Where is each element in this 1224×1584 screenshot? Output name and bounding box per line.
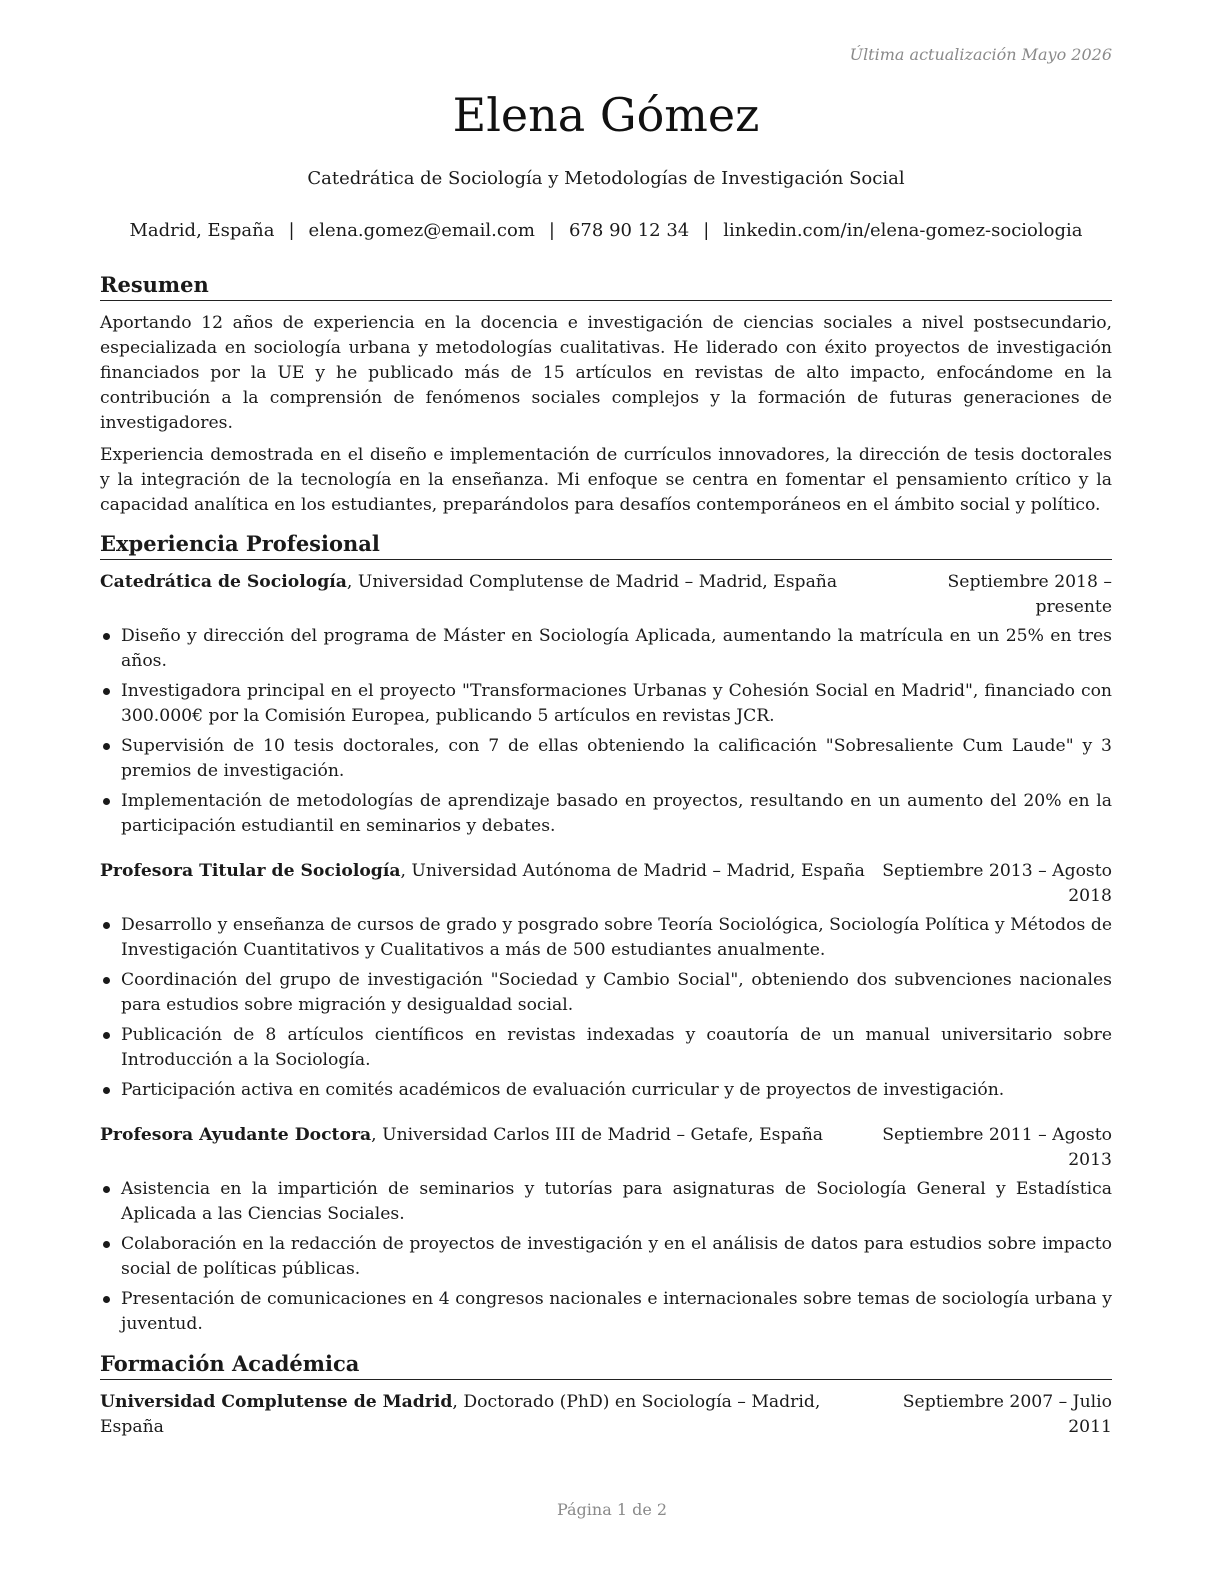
job-role: Catedrática de Sociología <box>100 572 347 592</box>
contact-line <box>100 220 1112 241</box>
job-bullets <box>100 624 1112 839</box>
job-entry <box>100 1123 1112 1337</box>
contact-separator: | <box>703 220 710 241</box>
experience-section <box>100 531 1112 1337</box>
job-header <box>100 1123 1112 1173</box>
bullet-icon <box>103 1186 110 1193</box>
bullet-icon <box>103 798 110 805</box>
bullet-icon <box>103 1241 110 1248</box>
job-header <box>100 859 1112 909</box>
job-bullets <box>100 913 1112 1103</box>
contact-separator: | <box>548 220 555 241</box>
section-title-summary: Resumen <box>100 272 1112 301</box>
job-header <box>100 570 1112 620</box>
job-entry <box>100 859 1112 1103</box>
list-item: Desarrollo y enseñanza de cursos de grado y posgrado sobre Teoría Sociológica, Sociología Política y Métodos de Investigación Cuantitativos y Cualitativos a más de 500 estudiantes anualmente. <box>100 913 1112 963</box>
contact-linkedin[interactable]: linkedin.com/in/elena-gomez-sociologia <box>723 220 1083 241</box>
list-item: Publicación de 8 artículos científicos en revistas indexadas y coautoría de un manual universitario sobre Introducción a la Sociología. <box>100 1023 1112 1073</box>
page-number: Página 1 de 2 <box>556 1500 668 1519</box>
headline: Catedrática de Sociología y Metodologías de Investigación Social <box>307 168 905 189</box>
list-item: Coordinación del grupo de investigación "Sociedad y Cambio Social", obteniendo dos subvenciones nacionales para estudios sobre migración y desigualdad social. <box>100 968 1112 1018</box>
education-entry <box>100 1390 1112 1440</box>
bullet-icon <box>103 1296 110 1303</box>
summary-paragraph: Experiencia demostrada en el diseño e implementación de currículos innovadores, la dirección de tesis doctorales y la integración de la tecnología en la enseñanza. Mi enfoque se centra en fomentar el pensamiento crítico y la capacidad analítica en los estudiantes, preparándolos para desafíos contemporáneos en el ámbito social y político. <box>100 445 1112 515</box>
education-header <box>100 1390 1112 1440</box>
bullet-icon <box>103 1087 110 1094</box>
last-updated: Última actualización Mayo 2026 <box>849 45 1112 64</box>
list-item: Asistencia en la impartición de seminarios y tutorías para asignaturas de Sociología General y Estadística Aplicada a las Ciencias Sociales. <box>100 1177 1112 1227</box>
education-dates: Septiembre 2007 – Julio 2011 <box>902 1392 1112 1437</box>
bullet-icon <box>103 688 110 695</box>
list-item: Investigadora principal en el proyecto "Transformaciones Urbanas y Cohesión Social en Madrid", financiado con 300.000€ por la Comisión Europea, publicando 5 artículos en revistas JCR. <box>100 679 1112 729</box>
resume-content <box>100 272 1112 1444</box>
bullet-icon <box>103 743 110 750</box>
job-role: Profesora Ayudante Doctora <box>100 1125 372 1145</box>
list-item: Presentación de comunicaciones en 4 congresos nacionales e internacionales sobre temas de sociología urbana y juventud. <box>100 1287 1112 1337</box>
list-item: Implementación de metodologías de aprendizaje basado en proyectos, resultando en un aumento del 20% en la participación estudiantil en seminarios y debates. <box>100 789 1112 839</box>
contact-separator: | <box>288 220 295 241</box>
job-dates: Septiembre 2011 – Agosto 2013 <box>882 1125 1112 1170</box>
summary-paragraph: Aportando 12 años de experiencia en la docencia e investigación de ciencias sociales a nivel postsecundario, especializada en sociología urbana y metodologías cualitativas. He liderado con éxito proyectos de investigación financiados por la UE y he publicado más de 15 artículos en revistas de alto impacto, enfocándome en la contribución a la comprensión de fenómenos sociales complejos y la formación de futuras generaciones de investigadores. <box>100 313 1112 433</box>
education-institution: Universidad Complutense de Madrid <box>100 1392 453 1412</box>
candidate-name: Elena Gómez <box>452 88 760 142</box>
section-title-education: Formación Académica <box>100 1351 1112 1380</box>
education-degree: , Doctorado (PhD) en Sociología – Madrid, España <box>100 1392 821 1437</box>
summary-section <box>100 272 1112 518</box>
job-entry <box>100 570 1112 839</box>
contact-phone[interactable]: 678 90 12 34 <box>568 220 690 241</box>
list-item: Colaboración en la redacción de proyectos de investigación y en el análisis de datos para estudios sobre impacto social de políticas públicas. <box>100 1232 1112 1282</box>
job-role: Profesora Titular de Sociología <box>100 861 401 881</box>
bullet-icon <box>103 1032 110 1039</box>
job-org: , Universidad Autónoma de Madrid – Madrid, España <box>400 861 865 881</box>
job-org: , Universidad Carlos III de Madrid – Getafe, España <box>371 1125 824 1145</box>
contact-email[interactable]: elena.gomez@email.com <box>308 220 535 241</box>
job-dates: Septiembre 2013 – Agosto 2018 <box>882 861 1112 906</box>
job-org: , Universidad Complutense de Madrid – Madrid, España <box>346 572 838 592</box>
bullet-icon <box>103 633 110 640</box>
contact-location: Madrid, España <box>129 220 275 241</box>
job-dates: Septiembre 2018 – presente <box>947 572 1112 617</box>
list-item: Supervisión de 10 tesis doctorales, con 7 de ellas obteniendo la calificación "Sobresaliente Cum Laude" y 3 premios de investigación. <box>100 734 1112 784</box>
bullet-icon <box>103 922 110 929</box>
bullet-icon <box>103 977 110 984</box>
section-title-experience: Experiencia Profesional <box>100 531 1112 560</box>
list-item: Participación activa en comités académicos de evaluación curricular y de proyectos de investigación. <box>100 1078 1112 1103</box>
education-section <box>100 1351 1112 1440</box>
list-item: Diseño y dirección del programa de Máster en Sociología Aplicada, aumentando la matrícula en un 25% en tres años. <box>100 624 1112 674</box>
job-bullets <box>100 1177 1112 1337</box>
